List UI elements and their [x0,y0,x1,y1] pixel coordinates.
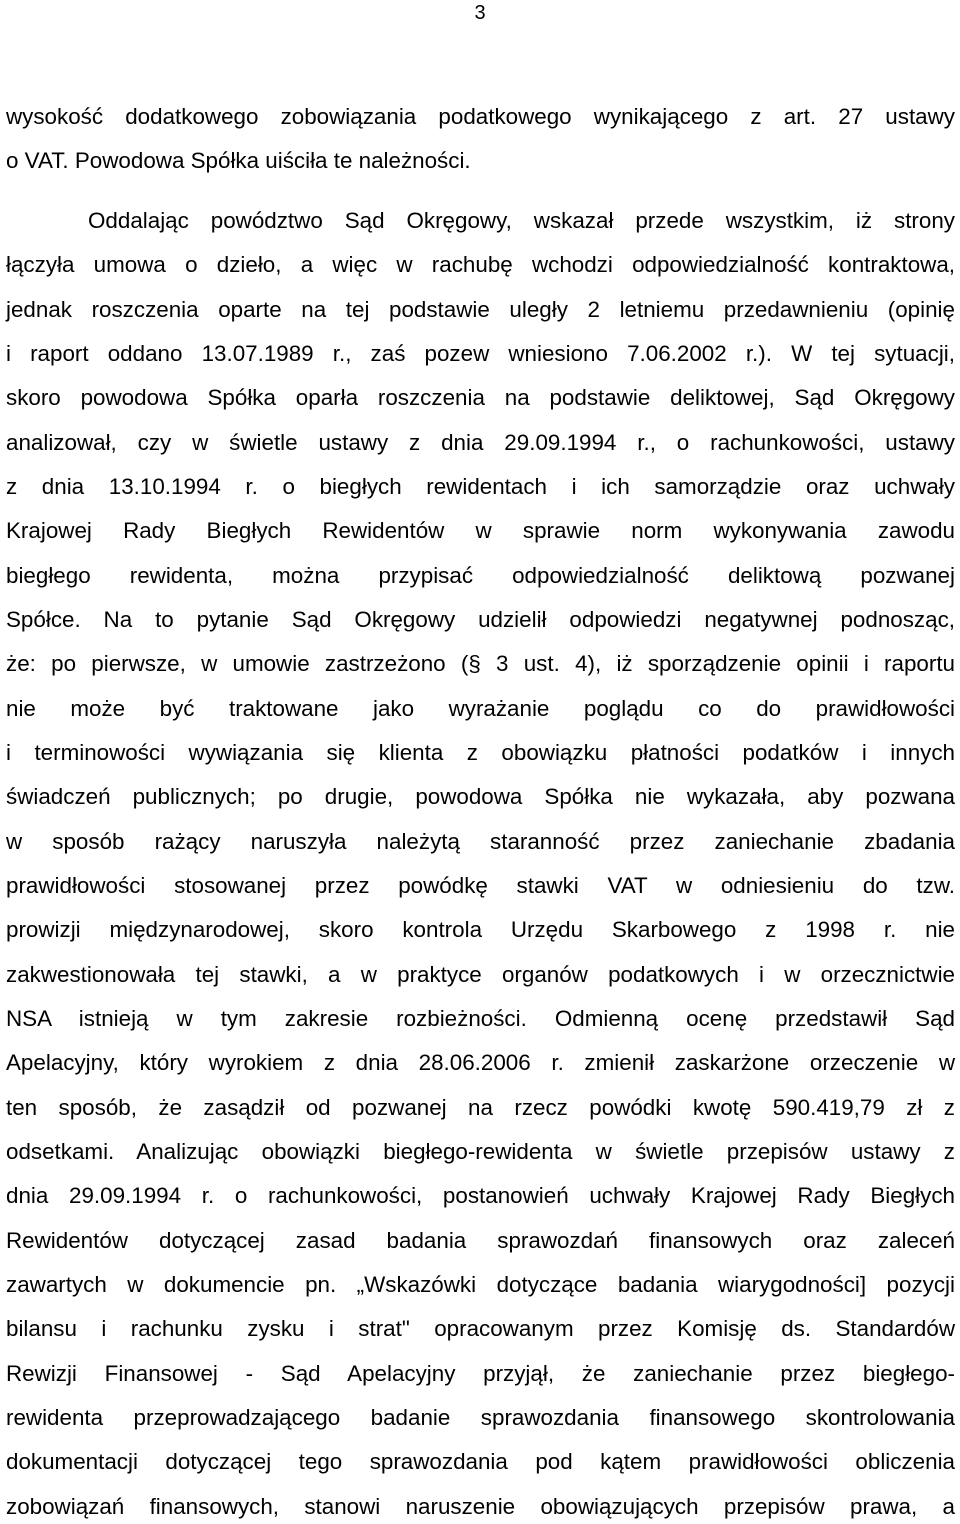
text-line: jednak roszczenia oparte na tej podstawie uległy 2 letniemu przedawnieniu (opinię [6,297,955,322]
text-line: skoro powodowa Spółka oparła roszczenia na podstawie deliktowej, Sąd Okręgowy [6,385,955,410]
text-line: NSA istnieją w tym zakresie rozbieżności. Odmienną ocenę przedstawił Sąd [6,1006,955,1031]
text-line: Apelacyjny, który wyrokiem z dnia 28.06.2006 r. zmienił zaskarżone orzeczenie w [6,1050,955,1075]
text-line: prawidłowości stosowanej przez powódkę stawki VAT w odniesieniu do tzw. [6,873,955,898]
page-number: 3 [474,2,486,24]
text-line: rewidenta przeprowadzającego badanie sprawozdania finansowego skontrolowania [6,1405,955,1430]
text-line: odsetkami. Analizując obowiązki biegłego-rewidenta w świetle przepisów ustawy z [6,1139,955,1164]
text-line: prowizji międzynarodowej, skoro kontrola Urzędu Skarbowego z 1998 r. nie [6,917,955,942]
text-line: bilansu i rachunku zysku i strat" opracowanym przez Komisję ds. Standardów [6,1316,955,1341]
text-line: wysokość dodatkowego zobowiązania podatkowego wynikającego z art. 27 ustawy [6,104,955,129]
text-line: zakwestionowała tej stawki, a w praktyce organów podatkowych i w orzecznictwie [6,962,955,987]
text-line: o VAT. Powodowa Spółka uiściła te należności. [6,148,471,173]
text-line: zobowiązań finansowych, stanowi naruszenie obowiązujących przepisów prawa, a [6,1494,955,1519]
text-line: świadczeń publicznych; po drugie, powodowa Spółka nie wykazała, aby pozwana [6,784,955,809]
text-line: Rewizji Finansowej - Sąd Apelacyjny przyjął, że zaniechanie przez biegłego- [6,1361,955,1386]
text-line: nie może być traktowane jako wyrażanie poglądu co do prawidłowości [6,696,955,721]
text-line: zawartych w dokumencie pn. „Wskazówki dotyczące badania wiarygodności] pozycji [6,1272,955,1297]
text-line: Spółce. Na to pytanie Sąd Okręgowy udzielił odpowiedzi negatywnej podnosząc, [6,607,955,632]
text-line: w sposób rażący naruszyła należytą staranność przez zaniechanie zbadania [6,829,955,854]
text-line: dnia 29.09.1994 r. o rachunkowości, postanowień uchwały Krajowej Rady Biegłych [6,1183,955,1208]
text-line: Rewidentów dotyczącej zasad badania sprawozdań finansowych oraz zaleceń [6,1228,955,1253]
text-line: Oddalając powództwo Sąd Okręgowy, wskazał przede wszystkim, iż strony [88,208,955,233]
text-line: dokumentacji dotyczącej tego sprawozdania pod kątem prawidłowości obliczenia [6,1449,955,1474]
text-line: i terminowości wywiązania się klienta z obowiązku płatności podatków i innych [6,740,955,765]
text-line: Krajowej Rady Biegłych Rewidentów w sprawie norm wykonywania zawodu [6,518,955,543]
text-line: ten sposób, że zasądził od pozwanej na rzecz powódki kwotę 590.419,79 zł z [6,1095,955,1120]
text-line: że: po pierwsze, w umowie zastrzeżono (§ 3 ust. 4), iż sporządzenie opinii i raportu [6,651,955,676]
text-line: i raport oddano 13.07.1989 r., zaś pozew wniesiono 7.06.2002 r.). W tej sytuacji, [6,341,955,366]
text-line: z dnia 13.10.1994 r. o biegłych rewidentach i ich samorządzie oraz uchwały [6,474,955,499]
text-line: biegłego rewidenta, można przypisać odpowiedzialność deliktową pozwanej [6,563,955,588]
text-line: analizował, czy w świetle ustawy z dnia 29.09.1994 r., o rachunkowości, ustawy [6,430,955,455]
text-line: łączyła umowa o dzieło, a więc w rachubę wchodzi odpowiedzialność kontraktowa, [6,252,955,277]
